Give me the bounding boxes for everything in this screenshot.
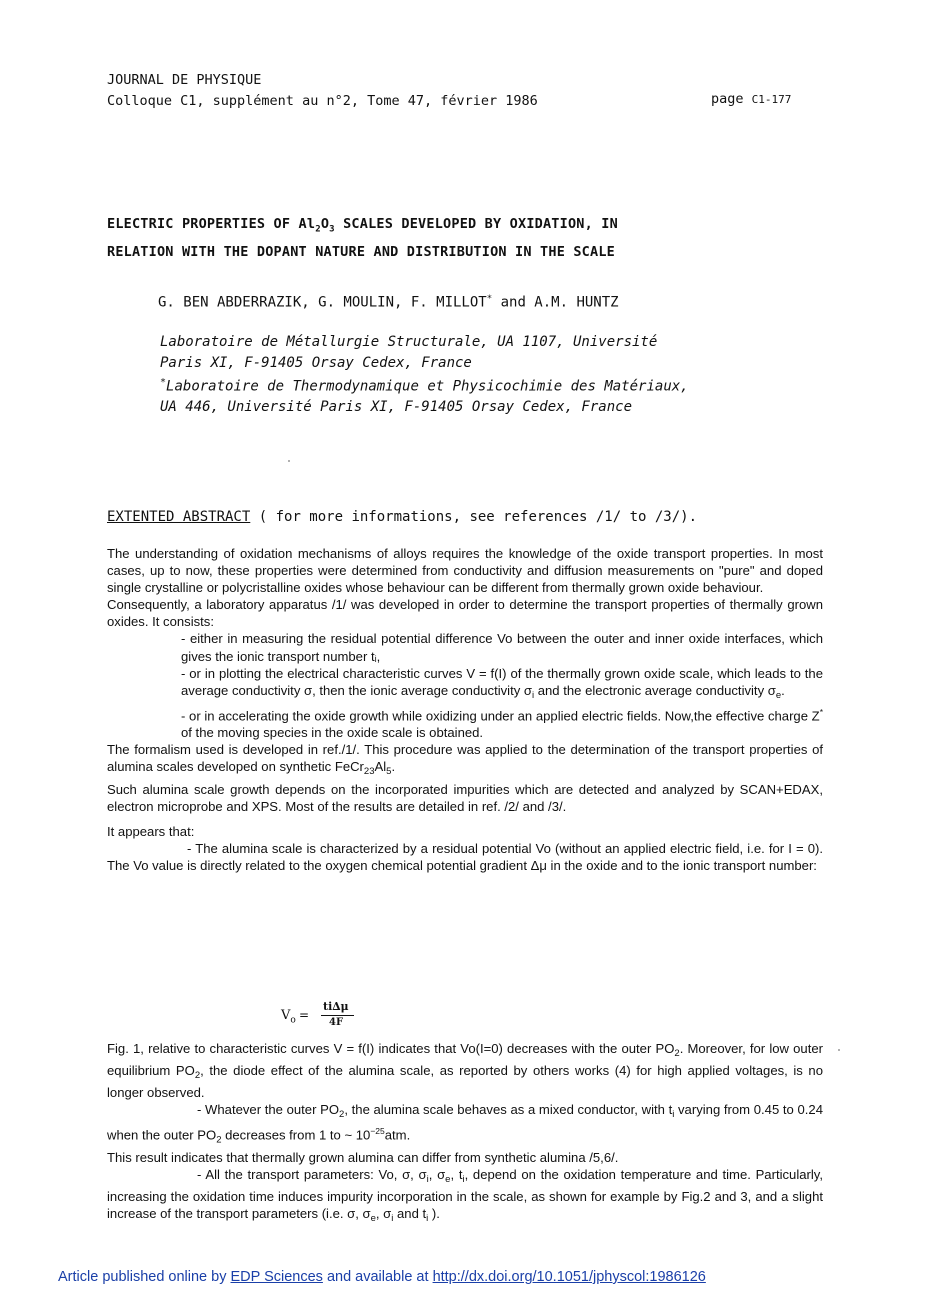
paragraph-8: - Whatever the outer $PO_2$, the alumina scale behaves as a mixed conductor, with $t_i$ varying from 0.45 to 0.24 when the outer $PO_2$ decreases from 1 to ~ $10^{-25}atm$. [107,1102,823,1146]
paragraph-9: This result indicates that thermally grown alumina can differ from synthetic alumina /5,6/. [107,1149,619,1165]
formula-denominator: 4F [329,1017,344,1028]
author-list: G. BEN ABDERRAZIK, G. MOULIN, F. MILLOT* and A.M. HUNTZ [158,294,619,311]
abstract-note: ( for more informations, see references /1/ to /3/). [250,509,698,525]
page-label: page [711,91,744,107]
issue-line: Colloque C1, supplément au n°2, Tome 47, février 1986 [107,93,538,109]
paragraph-3: The formalism used is developed in ref./1/. This procedure was applied to the determination of the transport properties of alumina scales developed on synthetic $FeCr_{23}Al_5$. [107,742,823,778]
affiliation-2-line-1: Laboratoire de Thermodynamique et Physicochimie des Matériaux, [166,378,689,395]
paragraph-7: Fig. 1, relative to characteristic curves V = f(I) indicates that Vo(I=0) decreases with the outer $PO_2$. Moreover, for low outer equilibrium $PO_2$, the diode effect of the alumina scale, as reported by others works (4) for high applied voltages, is no longer observed. [107,1041,823,1101]
edp-sciences-link[interactable]: EDP Sciences [230,1269,323,1285]
paragraph-6: - The alumina scale is characterized by a residual potential Vo (without an applied electric field, i.e. for I = 0). The Vo value is directly related to the oxygen chemical potential gradient Δμ in the oxide and to the ionic transport number: [107,840,823,873]
abstract-body-continued [107,1040,823,1227]
paragraph-10: - All the transport parameters: Vo, σ, $\sigma_i$, $\sigma_e$, $t_i$, depend on the oxidation temperature and time. Particularly, increasing the oxidation time induces impurity incorporation in the scale, as shown for example by Fig.2 and 3, and a slight increase of the transport parameters (i.e. σ, $\sigma_e$, $\sigma_i$ and $t_i$ ). [107,1166,823,1225]
page-number [711,91,791,107]
bullet-2: - or in plotting the electrical characteristic curves V = f(I) of the thermally grown oxide scale, which leads to the average conductivity σ, then the ionic average conductivity $\sigma_i$ and the electronic average conductivity $\sigma_e$. [181,665,823,701]
scan-speck [838,1049,840,1051]
formula-lhs: $V_o$ [281,1008,296,1026]
abstract-label: EXTENTED ABSTRACT [107,509,251,525]
journal-name: JOURNAL DE PHYSIQUE [107,72,262,88]
abstract-heading [107,509,697,525]
paragraph-4: Such alumina scale growth depends on the incorporated impurities which are detected and analyzed by SCAN+EDAX, electron microprobe and XPS. Most of the results are detailed in ref. /2/ and /3/. [107,781,823,814]
title-line-1: ELECTRIC PROPERTIES OF $Al_2O_3$ SCALES DEVELOPED BY OXIDATION, IN [107,216,618,235]
journal-header [107,70,538,112]
fraction-bar [321,1015,354,1016]
title-line-2: RELATION WITH THE DOPANT NATURE AND DISTRIBUTION IN THE SCALE [107,243,615,260]
formula-numerator: ti∆μ [323,1000,349,1013]
affiliation-1-line-2: Paris XI, F-91405 Orsay Cedex, France [160,354,472,371]
vo-formula [281,1000,371,1034]
abstract-body [107,545,823,874]
affiliations: Laboratoire de Métallurgie Structurale, UA 1107, Université Paris XI, F-91405 Orsay Cedex, France *Laboratoire de Thermodynamique et Physicochimie des Matériaux, UA 446, Université Paris XI, F-91405 Orsay Cedex, France [160,334,689,416]
page-number-value: C1-177 [751,93,792,106]
paragraph-2: Consequently, a laboratory apparatus /1/ was developed in order to determine the transport properties of thermally grown oxides. It consists: [107,597,823,630]
paragraph-5: It appears that: [107,823,195,839]
paragraph-1: The understanding of oxidation mechanisms of alloys requires the knowledge of the oxide transport properties. In most cases, up to now, these properties were determined from conductivity and diffusion measurements on "pure" and doped single crystalline or polycristalline oxides whose behaviour can be different from thermally grown oxide behaviour. [107,546,823,596]
paper-title [107,213,827,263]
formula-equals: = [299,1008,310,1022]
scan-speck [288,460,290,462]
bullet-3: - or in accelerating the oxide growth while oxidizing under an applied electric fields. Now,the effective charge Z* of the moving species in the oxide scale is obtained. [181,706,823,741]
affiliation-2-line-2: UA 446, Université Paris XI, F-91405 Orsay Cedex, France [160,399,633,416]
publication-footer: Article published online by EDP Sciences and available at http://dx.doi.org/10.1051/jphyscol:1986126 [58,1269,706,1285]
affiliation-1-line-1: Laboratoire de Métallurgie Structurale, UA 1107, Université [160,334,658,350]
doi-link[interactable]: http://dx.doi.org/10.1051/jphyscol:1986126 [432,1269,706,1285]
bullet-1: - either in measuring the residual potential difference Vo between the outer and inner oxide interfaces, which gives the ionic transport number tᵢ, [181,631,823,664]
